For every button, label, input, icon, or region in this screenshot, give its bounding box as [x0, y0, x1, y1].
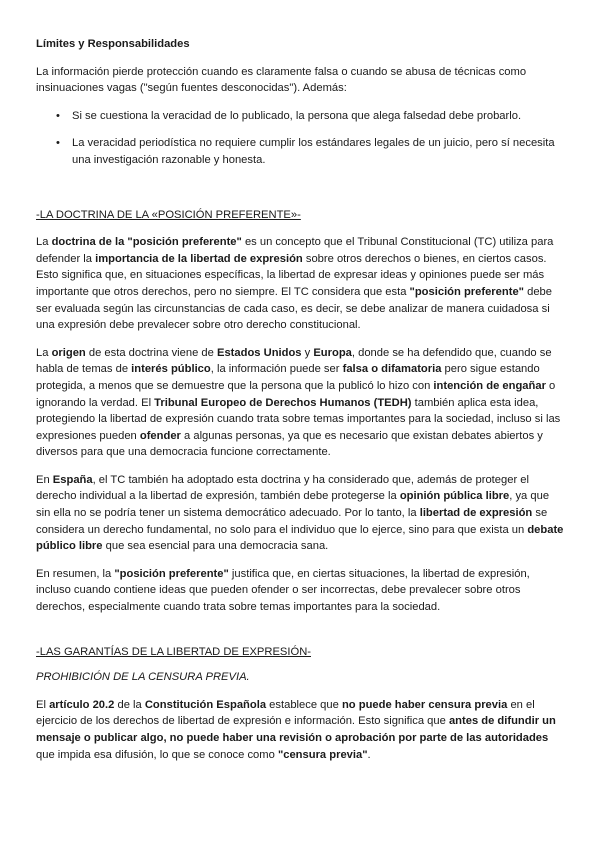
bullet-list [36, 108, 565, 169]
list-item: • Si se cuestiona la veracidad de lo publicado, la persona que alega falsedad debe probarlo. [72, 108, 565, 125]
paragraph-censura-1: El artículo 20.2 de la Constitución Española establece que no puede haber censura previa en el ejercicio de los derechos de libertad de expresión e información. Esto significa que antes de difundir un mensaje o publicar algo, no puede haber una revisión o aprobación por parte de las autoridades que impida esa difusión, lo que se conoce como "censura previa". [36, 698, 556, 761]
list-item: • La veracidad periodística no requiere cumplir los estándares legales de un juicio, pero sí necesita una investigación razonable y honesta. [72, 135, 565, 168]
paragraph-limites-intro: La información pierde protección cuando es claramente falsa o cuando se abusa de técnicas como insinuaciones vagas ("según fuentes desconocidas"). Además: [36, 65, 527, 95]
paragraph-doctrina-3: En España, el TC también ha adoptado esta doctrina y ha considerado que, además de proteger el derecho individual a la libertad de expresión, también debe protegerse la opinión pública libre, ya que sin ella no se podría tener un sistema democrático adecuado. Por lo tanto, la libertad de expresión se considera un derecho fundamental, no solo para el individuo que lo ejerce, sino para que exista un debate público libre que sea esencial para una democracia sana. [36, 473, 564, 553]
subsection-title-censura: PROHIBICIÓN DE LA CENSURA PREVIA. [36, 671, 250, 684]
section-title-doctrina: -LA DOCTRINA DE LA «POSICIÓN PREFERENTE»- [36, 208, 301, 221]
paragraph-doctrina-4: En resumen, la "posición preferente" justifica que, en ciertas situaciones, la libertad de expresión, incluso cuando contiene ideas que pueden ofender o ser incorrectas, debe prevalecer sobre otros derechos, especialmente cuando trata sobre temas importantes para la sociedad. [36, 567, 530, 614]
section-title-garantias: -LAS GARANTÍAS DE LA LIBERTAD DE EXPRESIÓN- [36, 645, 311, 658]
paragraph-doctrina-1: La doctrina de la "posición preferente" es un concepto que el Tribunal Constitucional (TC) utiliza para defender la importancia de la libertad de expresión sobre otros derechos o bienes, en ciertos casos. Esto significa que, en situaciones específicas, la libertad de expresar ideas y opiniones puede ser más importante que otros derechos, pero no siempre. El TC considera que esta "posición preferente" debe ser evaluada según las circunstancias de cada caso, es decir, se debe analizar de manera cuidadosa si una expresión debe prevalecer sobre otro derecho constitucional. [36, 236, 554, 332]
section-heading-limites: Límites y Responsabilidades [36, 38, 190, 50]
paragraph-doctrina-2: La origen de esta doctrina viene de Estados Unidos y Europa, donde se ha defendido que, cuando se habla de temas de interés público, la información puede ser falsa o difamatoria pero sigue estando protegida, a menos que se demuestre que la persona que la publicó lo hizo con intención de engañar o ignorando la verdad. El Tribunal Europeo de Derechos Humanos (TEDH) también aplica esta idea, protegiendo la libertad de expresión cuando trata sobre temas importantes para la sociedad, incluso si las expresiones pueden ofender a algunas personas, ya que es necesario que existan debates abiertos y diversos para que una democracia funcione correctamente. [36, 346, 561, 459]
